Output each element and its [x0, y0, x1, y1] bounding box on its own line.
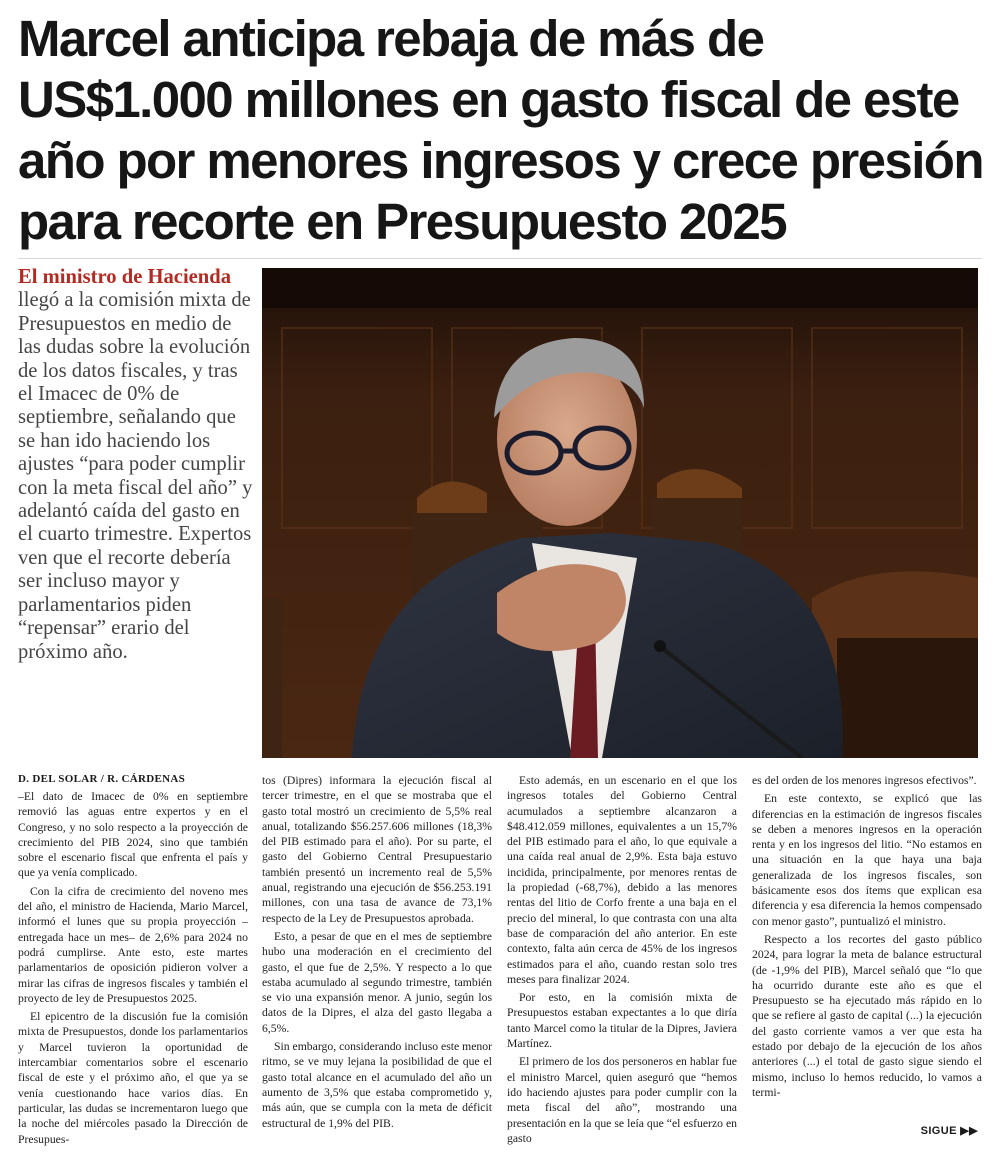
- body-column-3: [507, 773, 737, 1149]
- paragraph: En este contexto, se explicó que las diferencias en la estimación de ingresos fiscales se deben a menores ingresos en la operación renta y en los ingresos del litio. “No estamos en una situación en la que haya una baja generalizada de los ingresos fiscales, son básicamente esos dos ítems que explican esa diferencia y esa diferencia la hemos compensado con menor gasto”, puntualizó el ministro.: [752, 792, 982, 928]
- body-column-4: [752, 773, 982, 1103]
- paragraph: El primero de los dos personeros en hablar fue el ministro Marcel, quien aseguró que “hemos ido haciendo ajustes para poder cumplir con la meta fiscal del año”, mostrando una presentación en la que se leía que “el esfuerzo en gasto: [507, 1055, 737, 1145]
- lede-text: llegó a la comisión mixta de Presupuestos en medio de las dudas sobre la evolución de los datos fiscales, y tras el Imacec de 0% de septiembre, señalando que se han ido haciendo los ajustes “para poder cumplir con la meta fiscal del año” y adelantó caída del gasto en el cuarto trimestre. Expertos ven que el recorte debería ser incluso mayor y parlamentarios piden “repensar” erario del próximo año.: [18, 289, 253, 663]
- paragraph: Esto, a pesar de que en el mes de septiembre hubo una moderación en el crecimiento del gasto, el que fue de 2,5%. Y respecto a lo que estaba acumulado al segundo trimestre, también se vio una expansión menor. A junio, según los datos de la Dipres, el alza del gasto llegaba a 6,5%.: [262, 929, 492, 1035]
- divider: [18, 258, 982, 259]
- byline: D. DEL SOLAR / R. CÁRDENAS: [18, 773, 186, 785]
- paragraph: Por esto, en la comisión mixta de Presupuestos estaban expectantes a lo que diría tanto Marcel como la titular de la Dipres, Javiera Martínez.: [507, 991, 737, 1051]
- continue-link[interactable]: SIGUE ▶▶: [920, 1125, 978, 1137]
- paragraph: Sin embargo, considerando incluso este menor ritmo, se ve muy lejana la posibilidad de que el gasto total alcance en el acumulado del año un aumento de 3,5% que estaba comprometido y, más aún, que se cumpla con la meta de déficit estructural de 1,9% del PIB.: [262, 1040, 492, 1130]
- paragraph: –El dato de Imacec de 0% en septiembre removió las aguas entre expertos y en el Congreso, y no solo respecto a la proyección de crecimiento del PIB 2024, sino que también sobre el escenario fiscal que enfrenta el país y que ya venía complicado.: [18, 790, 248, 880]
- headline: Marcel anticipa rebaja de más de US$1.000 millones en gasto fiscal de este año por menores ingresos y crece presión para recorte en Presupuesto 2025: [18, 10, 983, 250]
- paragraph: Con la cifra de crecimiento del noveno mes del año, el ministro de Hacienda, Mario Marcel, informó el lunes que su propia proyección –entregada hace un mes– de 2,6% para 2024 no podrá cumplirse. Ante esto, este martes parlamentarios de oposición pidieron volver a mirar las cifras de ingresos fiscales y también el proyecto de ley de Presupuestos 2025.: [18, 884, 248, 1005]
- paragraph: tos (Dipres) informara la ejecución fiscal al tercer trimestre, en el que se mostraba que el gasto total mostró un crecimiento de 5,5% real anual, totalizando $56.257.606 millones (18,3% del PIB estimado para el año). Por su parte, el gasto del Gobierno Central Presupuestario también presentó un incremento real de 5,5% anual, registrando una ejecución de $56.253.191 millones, con una tasa de avance de 73,1% respecto de la Ley de Presupuestos aprobada.: [262, 774, 492, 925]
- paragraph: El epicentro de la discusión fue la comisión mixta de Presupuestos, donde los parlamentarios y Marcel tuvieron la oportunidad de intercambiar comentarios sobre el escenario fiscal de este y el próximo año, el que ya se venía cuestionando hace varios días. En particular, las dudas se incrementaron luego que la noche del miércoles pasado la Dirección de Presupues-: [18, 1010, 248, 1146]
- article-photo: [262, 268, 978, 758]
- paragraph: Respecto a los recortes del gasto público 2024, para lograr la meta de balance estructural (de -1,9% del PIB), Marcel señaló que “lo que ha ocurrido durante este año es que el Presupuesto se ha ejecutado más rápido en lo que se refiere al gasto de capital (...) la ejecución del gasto corriente vamos a ver que esta ha estado por debajo de la ejecución de los años anteriores (...) el total de gasto sigue siendo el mismo, incluso lo hemos reducido, lo vamos a termi-: [752, 932, 982, 1099]
- paragraph: es del orden de los menores ingresos efectivos”.: [752, 774, 977, 787]
- lede-lead: El ministro de Hacienda: [18, 266, 232, 288]
- lede: [18, 266, 256, 664]
- paragraph: Esto además, en un escenario en el que los ingresos totales del Gobierno Central acumulados a septiembre alcanzaron a $48.412.059 millones, equivalentes a un 15,7% del PIB estimado para el año, lo que equivale a una caída real anual de 2,9%. Esta baja estuvo incidida, principalmente, por menores rentas de la propiedad (-68,7%), debido a las menores rentas del litio de Corfo frente a una baja en el precio del mineral, lo que contrasta con una alta base de comparación del año anterior. En este contexto, falta aún cerca de 45% de los ingresos estimados para el año, cuando restan solo tres meses para finalizar 2024.: [507, 774, 737, 986]
- body-column-1: [18, 789, 248, 1150]
- photo-illustration: [262, 268, 978, 758]
- body-column-2: [262, 773, 492, 1134]
